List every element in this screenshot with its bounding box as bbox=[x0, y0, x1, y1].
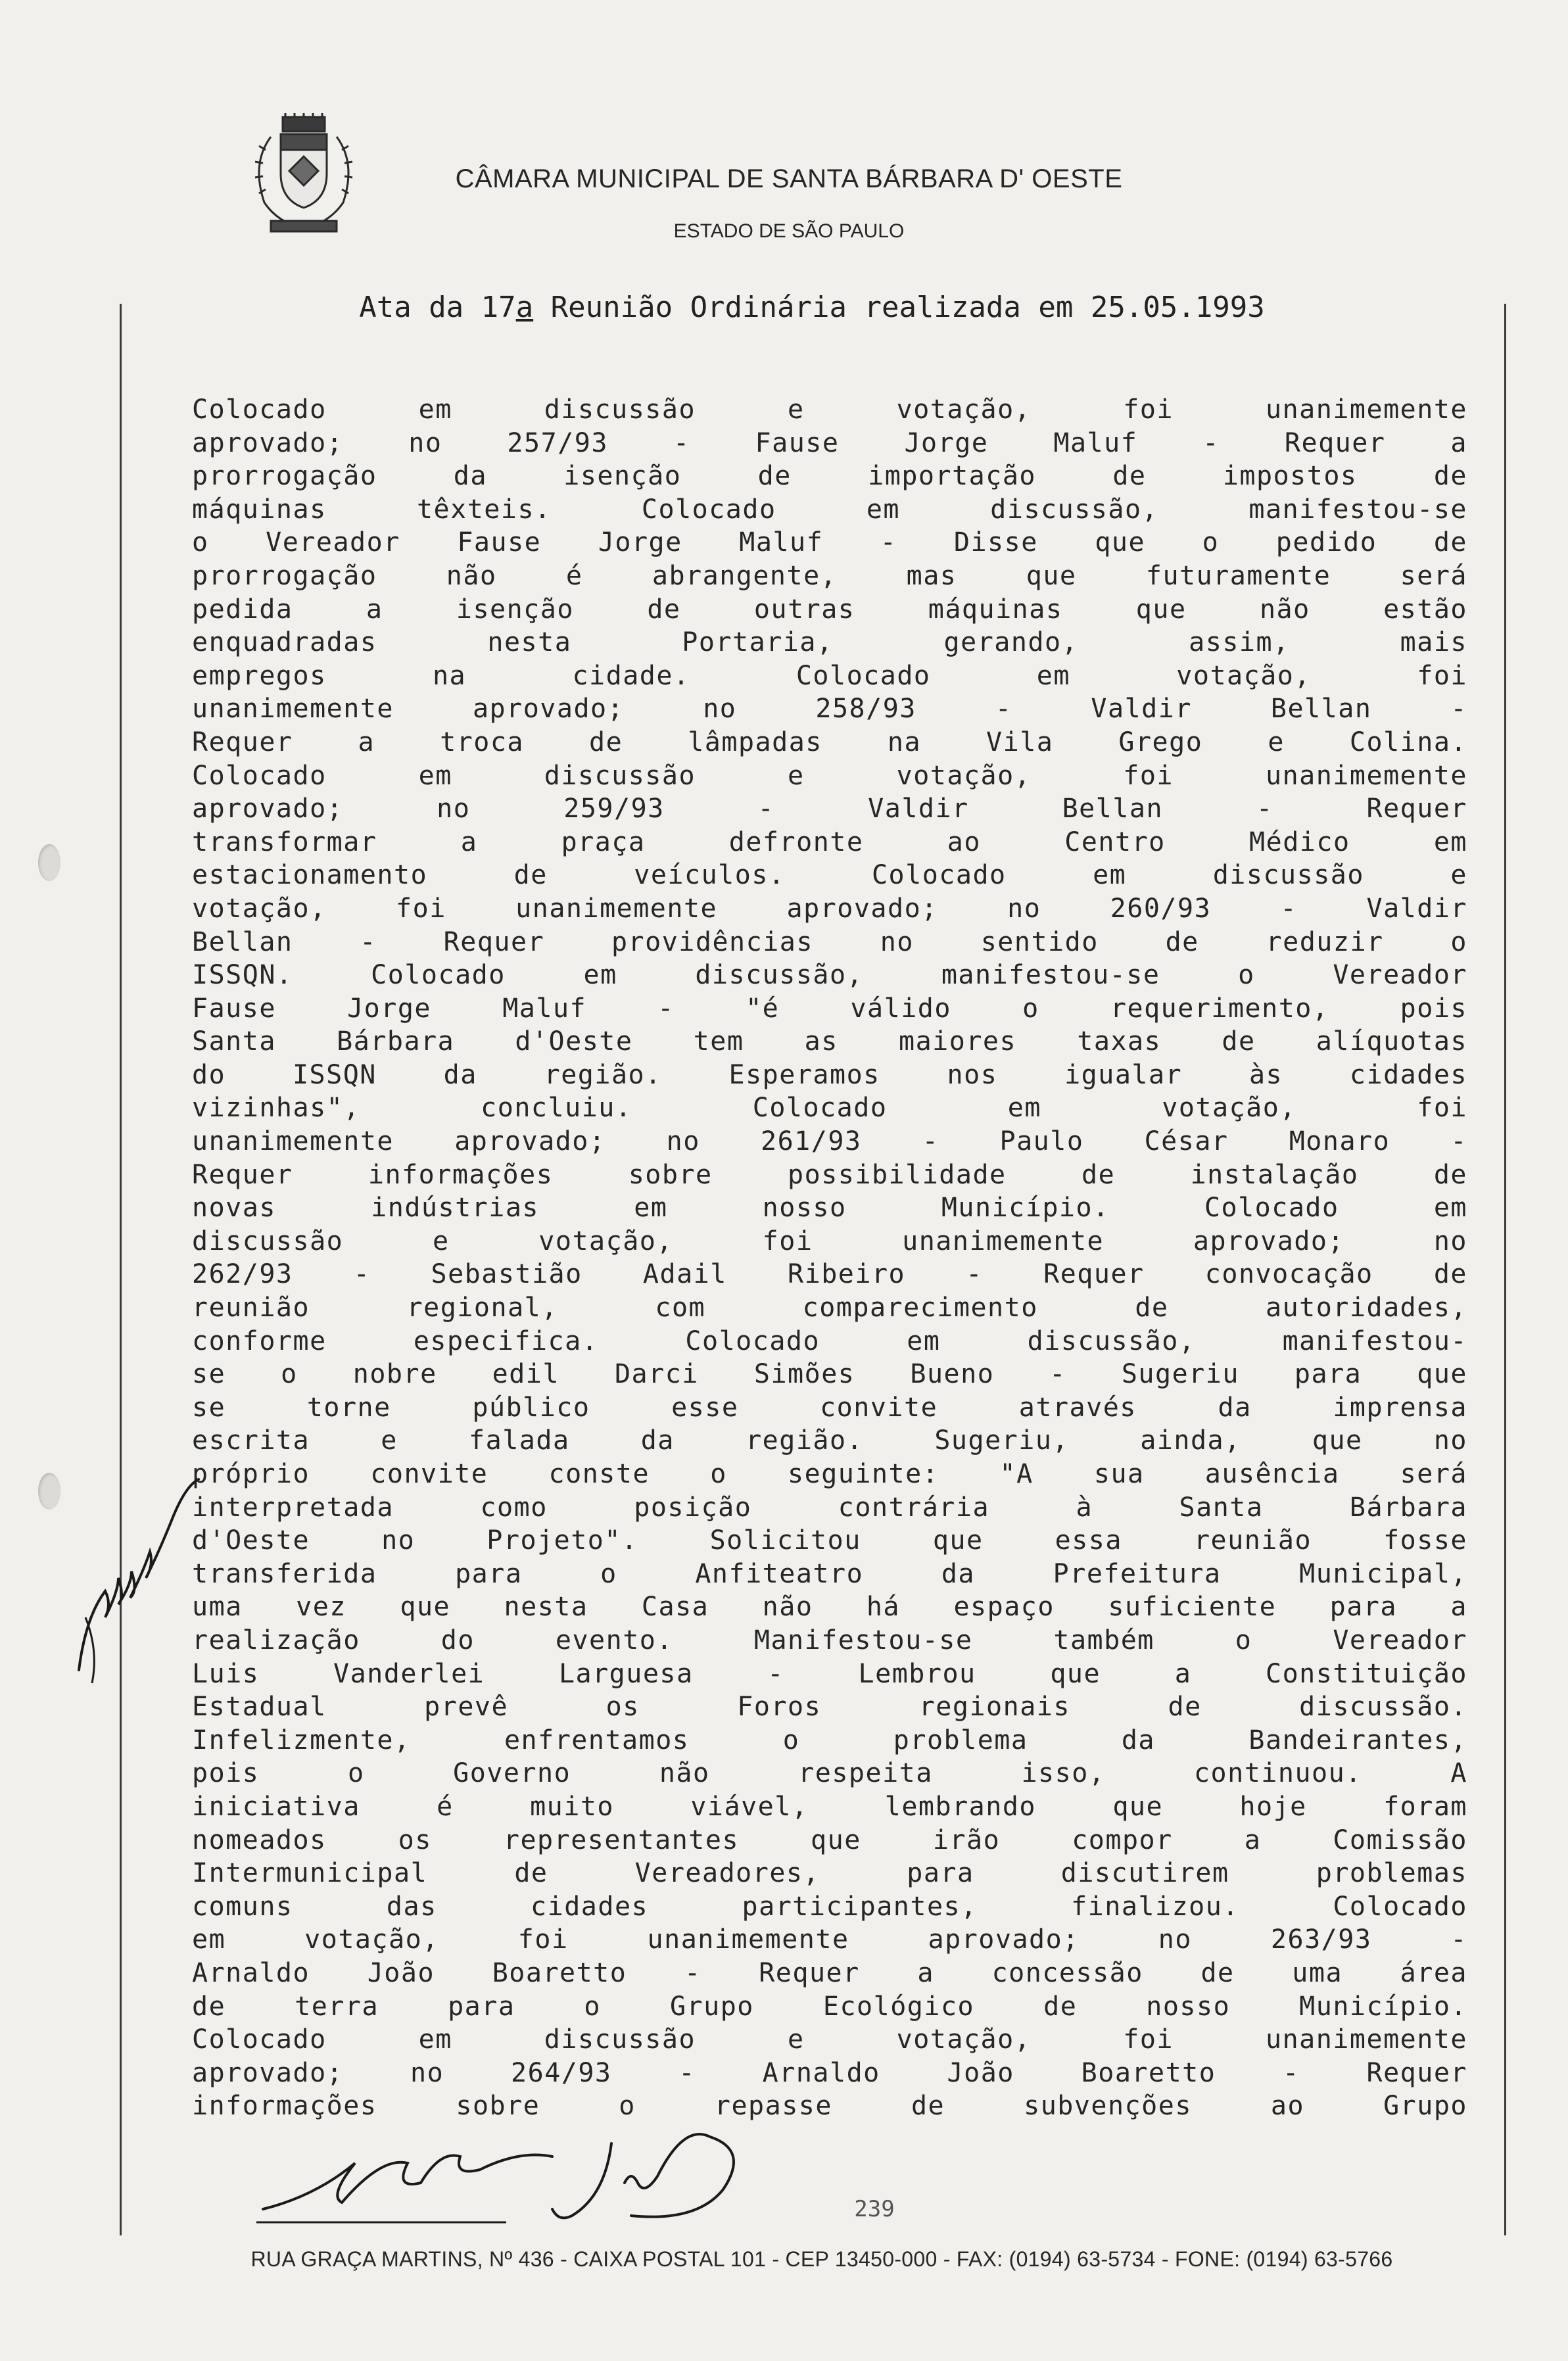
title-prefix: Ata da 17 bbox=[359, 291, 516, 324]
body-line: aprovado; no 257/93 - Fause Jorge Maluf - Requer a bbox=[192, 427, 1467, 458]
body-line: Colocado em discussão e votação, foi unanimemente bbox=[192, 760, 1467, 791]
body-line: d'Oeste no Projeto". Solicitou que essa reunião fosse bbox=[192, 1525, 1467, 1556]
body-line: nomeados os representantes que irão compor a Comissão bbox=[192, 1824, 1467, 1855]
body-line: Luis Vanderlei Larguesa - Lembrou que a Constituição bbox=[192, 1658, 1467, 1689]
body-line: votação, foi unanimemente aprovado; no 260/93 - Valdir bbox=[192, 893, 1467, 924]
body-line: escrita e falada da região. Sugeriu, ainda, que no bbox=[192, 1425, 1467, 1456]
body-line: estacionamento de veículos. Colocado em discussão e bbox=[192, 860, 1467, 891]
body-line: próprio convite conste o seguinte: "A sua ausência será bbox=[192, 1459, 1467, 1489]
body-line: do ISSQN da região. Esperamos nos igualar às cidades bbox=[192, 1059, 1467, 1090]
body-line: se o nobre edil Darci Simões Bueno - Sugeriu para que bbox=[192, 1359, 1467, 1390]
body-line: novas indústrias em nosso Município. Colocado em bbox=[192, 1193, 1467, 1224]
organization-name: CÂMARA MUNICIPAL DE SANTA BÁRBARA D' OESTE bbox=[455, 164, 1123, 193]
body-line: unanimemente aprovado; no 258/93 - Valdir Bellan - bbox=[192, 694, 1467, 725]
body-line: interpretada como posição contrária à Santa Bárbara bbox=[192, 1492, 1467, 1523]
body-line: reunião regional, com comparecimento de autoridades, bbox=[192, 1293, 1467, 1324]
title-ordinal: a bbox=[515, 291, 534, 324]
body-line: unanimemente aprovado; no 261/93 - Paulo César Monaro - bbox=[192, 1126, 1467, 1157]
body-line: pois o Governo não respeita isso, continuou. A bbox=[192, 1758, 1467, 1789]
body-line: uma vez que nesta Casa não há espaço suficiente para a bbox=[192, 1592, 1467, 1623]
title-suffix: Reunião Ordinária realizada em 25.05.1993 bbox=[533, 291, 1265, 324]
body-line: Arnaldo João Boaretto - Requer a concessão de uma área bbox=[192, 1957, 1467, 1988]
municipal-crest-icon bbox=[245, 110, 363, 242]
body-line: transformar a praça defronte ao Centro Médico em bbox=[192, 826, 1467, 857]
body-line: se torne público esse convite através da imprensa bbox=[192, 1392, 1467, 1423]
body-line: Colocado em discussão e votação, foi unanimemente bbox=[192, 394, 1467, 425]
body-line: Santa Bárbara d'Oeste tem as maiores taxas de alíquotas bbox=[192, 1026, 1467, 1057]
binder-hole bbox=[38, 1473, 60, 1510]
body-line: comuns das cidades participantes, finalizou. Colocado bbox=[192, 1891, 1467, 1922]
bottom-signatures-icon bbox=[243, 2124, 822, 2235]
body-line: aprovado; no 264/93 - Arnaldo João Boaretto - Requer bbox=[192, 2057, 1467, 2088]
body-line: Requer informações sobre possibilidade de instalação de bbox=[192, 1159, 1467, 1190]
body-line: informações sobre o repasse de subvenções ao Grupo bbox=[192, 2091, 1467, 2122]
body-line: em votação, foi unanimemente aprovado; no 263/93 - bbox=[192, 1924, 1467, 1955]
body-line: vizinhas", concluiu. Colocado em votação, foi bbox=[192, 1093, 1467, 1124]
minutes-body bbox=[192, 393, 1467, 2123]
margin-signature-icon bbox=[59, 1473, 210, 1690]
body-line: Infelizmente, enfrentamos o problema da Bandeirantes, bbox=[192, 1725, 1467, 1755]
body-line: 262/93 - Sebastião Adail Ribeiro - Requer convocação de bbox=[192, 1259, 1467, 1290]
right-margin-rule bbox=[1504, 304, 1506, 2235]
body-line: ISSQN. Colocado em discussão, manifestou-se o Vereador bbox=[192, 960, 1467, 991]
body-line: enquadradas nesta Portaria, gerando, assim, mais bbox=[192, 627, 1467, 658]
body-line: máquinas têxteis. Colocado em discussão, manifestou-se bbox=[192, 494, 1467, 525]
binder-hole bbox=[38, 844, 60, 881]
body-line: pedida a isenção de outras máquinas que não estão bbox=[192, 594, 1467, 625]
body-line: Estadual prevê os Foros regionais de discussão. bbox=[192, 1692, 1467, 1723]
body-line: prorrogação não é abrangente, mas que futuramente será bbox=[192, 560, 1467, 591]
body-line: Fause Jorge Maluf - "é válido o requerimento, pois bbox=[192, 993, 1467, 1024]
page-number: 239 bbox=[854, 2196, 895, 2222]
body-line: aprovado; no 259/93 - Valdir Bellan - Requer bbox=[192, 794, 1467, 824]
body-line: discussão e votação, foi unanimemente aprovado; no bbox=[192, 1226, 1467, 1256]
document-title bbox=[131, 291, 1492, 324]
body-line: o Vereador Fause Jorge Maluf - Disse que o pedido de bbox=[192, 527, 1467, 558]
body-line: de terra para o Grupo Ecológico de nosso Município. bbox=[192, 1991, 1467, 2022]
organization-state: ESTADO DE SÃO PAULO bbox=[673, 220, 905, 242]
left-margin-rule bbox=[120, 304, 122, 2235]
body-line: realização do evento. Manifestou-se também o Vereador bbox=[192, 1625, 1467, 1656]
body-line: Colocado em discussão e votação, foi unanimemente bbox=[192, 2024, 1467, 2055]
footer-address: RUA GRAÇA MARTINS, Nº 436 - CAIXA POSTAL 101 - CEP 13450-000 - FAX: (0194) 63-5734 - FONE: (0194) 63-5766 bbox=[250, 2247, 1393, 2271]
body-line: prorrogação da isenção de importação de impostos de bbox=[192, 461, 1467, 492]
body-line: conforme especifica. Colocado em discussão, manifestou- bbox=[192, 1325, 1467, 1356]
body-line: Requer a troca de lâmpadas na Vila Grego e Colina. bbox=[192, 727, 1467, 757]
body-line: Intermunicipal de Vereadores, para discutirem problemas bbox=[192, 1858, 1467, 1889]
body-line: Bellan - Requer providências no sentido de reduzir o bbox=[192, 926, 1467, 957]
body-line: empregos na cidade. Colocado em votação, foi bbox=[192, 660, 1467, 691]
body-line: transferida para o Anfiteatro da Prefeitura Municipal, bbox=[192, 1558, 1467, 1589]
body-line: iniciativa é muito viável, lembrando que hoje foram bbox=[192, 1791, 1467, 1822]
